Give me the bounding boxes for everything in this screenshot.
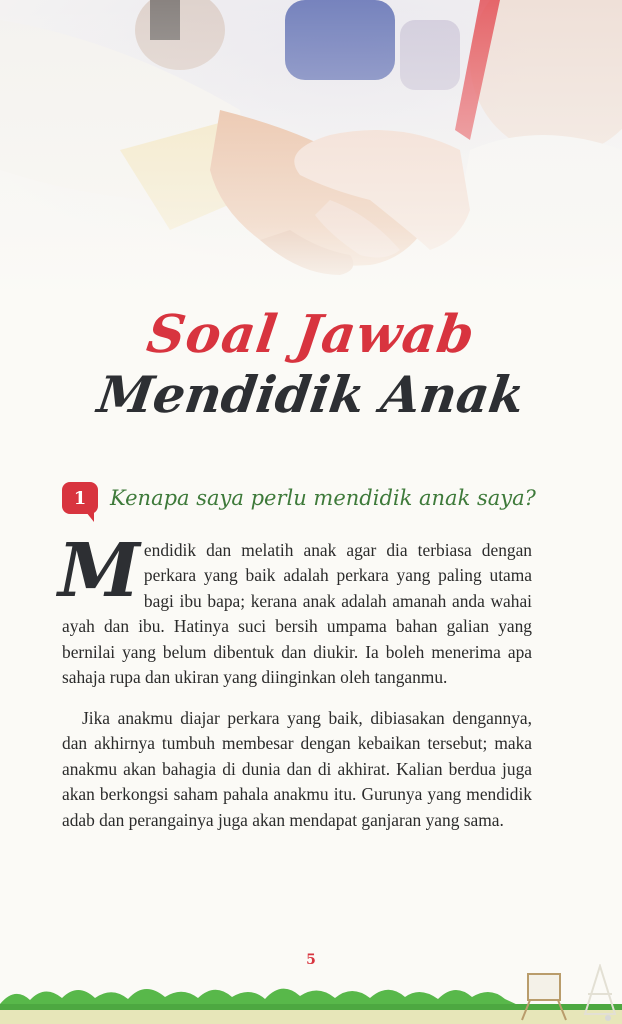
question-heading: [62, 478, 582, 518]
page-number: 5: [306, 952, 316, 968]
title-line1: Soal Jawab: [143, 304, 479, 365]
handshake-photo: [0, 0, 622, 300]
title-line2: Mendidik Anak: [94, 365, 529, 424]
drop-cap: M: [58, 528, 140, 614]
green-hills-and-easel: [0, 964, 622, 1024]
question-number-badge: 1: [62, 482, 98, 514]
paragraph-1-text: endidik dan melatih anak agar dia terbiasa dengan perkara yang baik adalah perkara yang paling utama bagi ibu bapa; kerana anak adalah amanah anda wahai ayah dan ibu. Hatinya suci bersih umpama bahan galian yang bernilai yang belum dibentuk dan diukir. Ia boleh menerima apa sahaja rupa dan ukiran yang diinginkan oleh tanganmu.: [62, 540, 532, 688]
question-text: Kenapa saya perlu mendidik anak saya?: [110, 486, 536, 510]
paragraph-2: Jika anakmu diajar perkara yang baik, dibiasakan dengannya, dan akhirnya tumbuh membesar dengan kebaikan tersebut; maka anakmu akan bahagia di dunia dan di akhirat. Kalian berdua juga akan berkongsi saham pahala anakmu itu. Gurunya yang mendidik adab dan perangainya juga akan mendapat ganjaran yang sama.: [62, 708, 532, 830]
paragraph-1: [58, 528, 532, 690]
page-title: [0, 305, 622, 425]
